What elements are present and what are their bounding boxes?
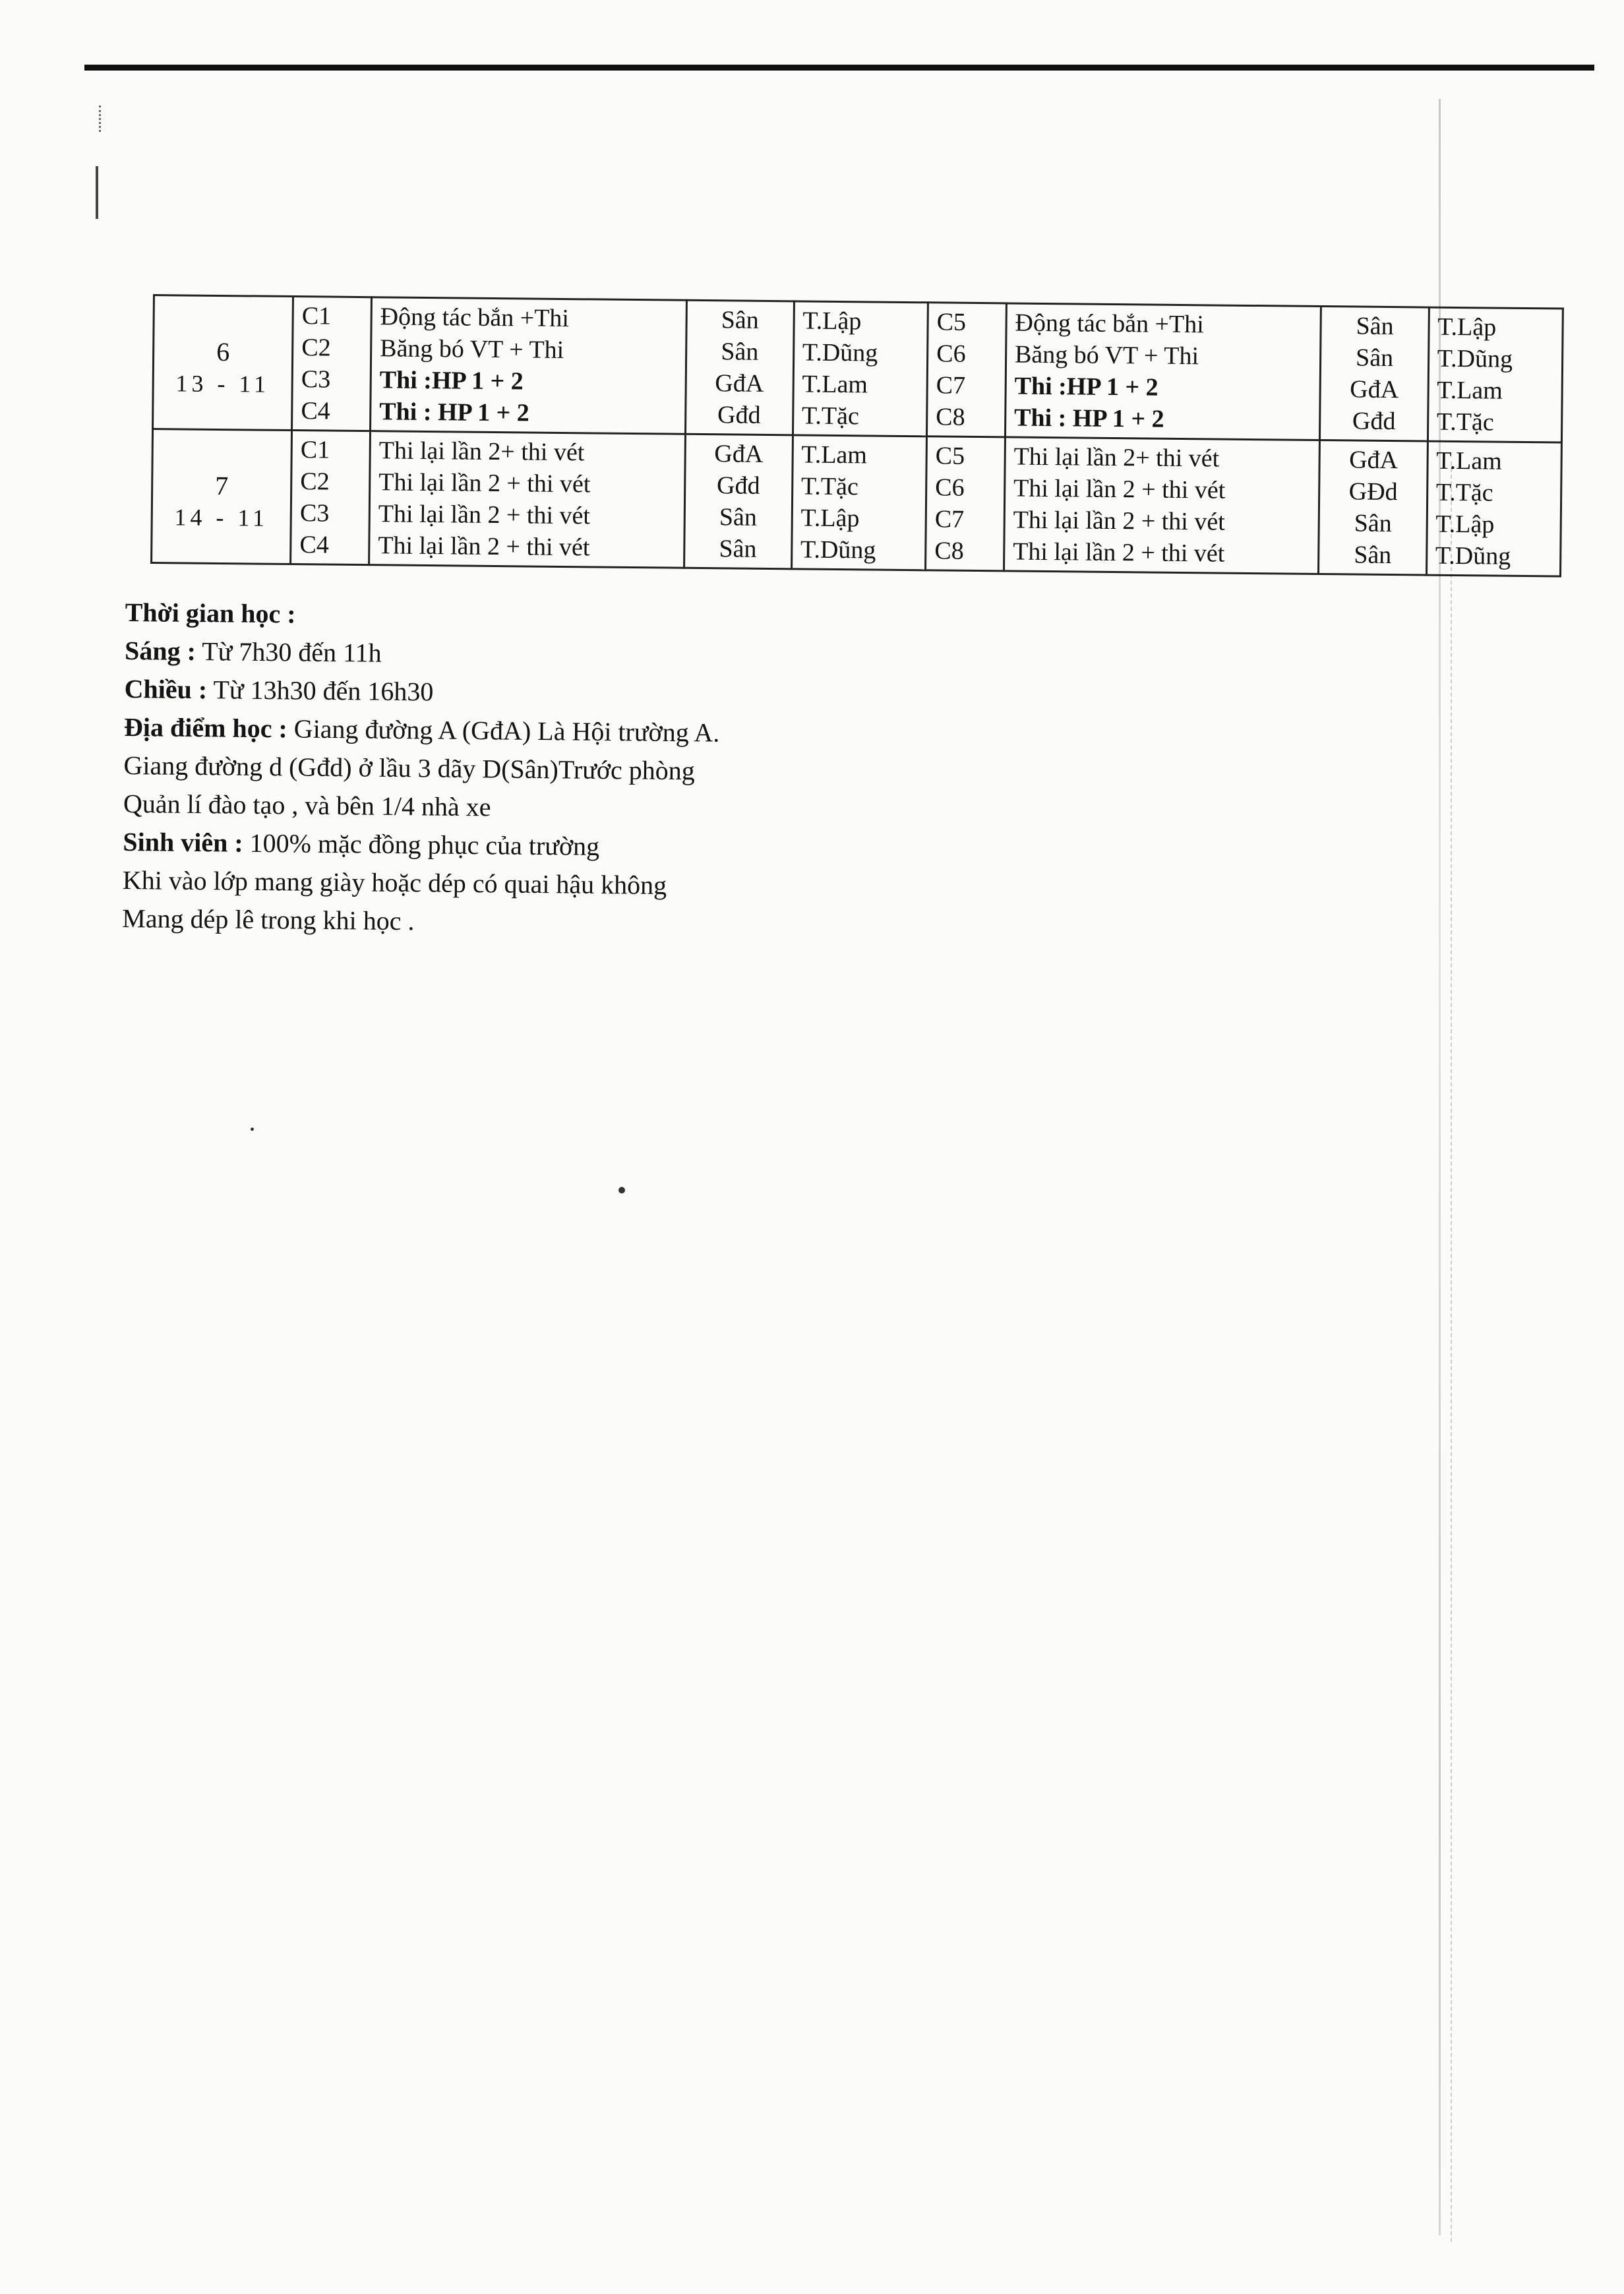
time-heading: Thời gian học : [125,597,296,629]
right-teachers-entry: T.Dũng [1435,541,1511,570]
right-rooms-entry: GđA [1349,446,1398,475]
morning-line [125,632,721,676]
right-rooms-entry: Sân [1355,344,1394,373]
left-rooms-entry: GđA [714,440,764,468]
right-teachers-cell [1428,307,1563,442]
right-groups-entry: C7 [934,505,965,533]
day-cell [152,429,292,564]
left-rooms-entry: GđA [715,369,764,398]
right-rooms-entry: Sân [1354,509,1392,538]
location-label: Địa điểm học : [123,711,288,744]
right-content-entry: Thi lại lần 2 + thi vét [1012,537,1225,568]
day-date: 13 - 11 [175,370,270,398]
left-groups-entry: C2 [300,468,330,496]
right-groups-cell [927,303,1007,437]
location-line-3: Quản lí đào tạo , và bên 1/4 nhà xe [123,788,491,822]
right-content-entry: Thi lại lần 2 + thi vét [1013,474,1226,504]
afternoon-label: Chiều : [124,673,208,705]
right-rooms-cell [1320,307,1429,442]
left-teachers-entry: T.Lập [800,504,860,533]
left-teachers-entry: T.Dũng [802,338,878,367]
left-groups-entry: C3 [299,499,330,528]
left-teachers-cell [793,301,928,437]
notes-section [122,593,721,944]
afternoon-line [124,670,720,714]
left-groups-cell [291,431,371,565]
right-groups-entry: C8 [934,537,964,565]
margin-mark [99,106,103,132]
day-number: 6 [216,336,230,367]
left-groups-entry: C3 [301,365,331,394]
right-rooms-entry: Gđd [1352,407,1396,436]
left-content-cell [371,297,686,435]
left-groups-entry: C4 [301,397,331,425]
right-rooms-entry: Sân [1354,541,1392,570]
day-cell [153,295,293,431]
right-content-entry: Thi :HP 1 + 2 [1014,372,1158,402]
right-groups-entry: C7 [936,371,966,400]
afternoon-value: Từ 13h30 đến 16h30 [213,675,434,707]
left-content-entry: Thi lại lần 2 + thi vét [378,500,591,530]
left-rooms-entry: Gđd [716,471,760,500]
left-teachers-entry: T.Dũng [800,535,876,564]
scan-edge [1451,462,1453,2242]
right-content-entry: Thi lại lần 2 + thi vét [1013,506,1225,536]
right-teachers-entry: T.Tặc [1436,407,1494,437]
student-line [123,823,719,867]
left-groups-entry: C1 [300,436,330,464]
left-teachers-entry: T.Tặc [800,472,859,501]
left-teachers-entry: T.Lam [802,370,868,399]
location-value: Giang đường A (GđA) Là Hội trường A. [293,713,720,748]
right-teachers-entry: T.Lập [1437,313,1497,342]
left-rooms-entry: Sân [719,503,758,531]
right-teachers-cell [1426,441,1561,576]
location-line [124,708,720,752]
left-content-cell [369,431,685,568]
margin-mark [96,166,98,219]
day-date: 14 - 11 [174,504,269,531]
right-groups-entry: C5 [936,308,967,336]
right-content-cell [1005,303,1321,440]
right-content-cell [1004,437,1319,574]
left-teachers-entry: T.Lam [801,440,868,469]
left-teachers-cell [791,435,926,570]
student-value: 100% mặc đồng phục của trường [249,828,600,861]
right-content-entry: Băng bó VT + Thi [1014,340,1199,371]
right-content-entry: Động tác bắn +Thi [1015,309,1205,339]
left-teachers-entry: T.Lập [802,307,862,336]
right-groups-entry: C6 [936,340,966,368]
scan-speck [251,1128,254,1131]
left-content-entry: Thi :HP 1 + 2 [379,366,524,396]
right-rooms-entry: Sân [1356,312,1394,341]
scan-speck [618,1187,625,1193]
left-content-entry: Băng bó VT + Thi [380,334,564,364]
right-teachers-entry: T.Lam [1436,446,1503,475]
right-rooms-cell [1319,440,1428,575]
right-rooms-entry: GĐd [1348,477,1398,506]
left-groups-entry: C4 [299,531,330,559]
table-row [153,295,1563,443]
schedule-body [152,295,1563,576]
student-line-2: Khi vào lớp mang giày hoặc dép có quai hậu không [122,864,667,900]
table-row [152,429,1562,577]
left-rooms-entry: Sân [719,535,757,563]
top-rule [84,65,1594,71]
left-rooms-entry: Sân [721,338,759,366]
student-label: Sinh viên : [123,826,243,858]
right-groups-entry: C6 [935,473,965,502]
day-number: 7 [215,470,229,501]
left-teachers-entry: T.Tặc [801,402,860,431]
left-content-entry: Thi lại lần 2 + thi vét [378,531,590,562]
left-groups-cell [292,297,372,431]
left-content-entry: Thi lại lần 2 + thi vét [378,468,591,498]
right-teachers-entry: T.Dũng [1437,344,1513,373]
left-rooms-entry: Sân [721,306,759,334]
schedule-table [150,294,1564,578]
left-rooms-cell [684,434,793,569]
right-content-entry: Thi : HP 1 + 2 [1013,404,1164,433]
morning-value: Từ 7h30 đến 11h [202,636,382,668]
left-content-entry: Thi lại lần 2+ thi vét [378,437,585,467]
right-groups-cell [926,437,1006,571]
right-groups-entry: C8 [936,403,965,431]
location-line-2: Giang đường d (Gđd) ở lầu 3 dãy D(Sân)Trước phòng [123,750,696,786]
right-teachers-entry: T.Tặc [1435,478,1493,507]
right-teachers-entry: T.Lập [1435,510,1495,539]
right-content-entry: Thi lại lần 2+ thi vét [1013,442,1220,473]
left-rooms-cell [685,300,794,435]
right-teachers-entry: T.Lam [1437,376,1503,405]
left-content-entry: Động tác bắn +Thi [380,303,570,333]
student-line-3: Mang dép lê trong khi học . [122,903,415,936]
left-content-entry: Thi : HP 1 + 2 [379,398,530,427]
morning-label: Sáng : [124,635,196,667]
left-groups-entry: C2 [301,334,331,362]
right-rooms-entry: GđA [1350,375,1399,404]
left-groups-entry: C1 [301,302,332,330]
right-groups-entry: C5 [935,442,965,470]
left-rooms-entry: Gđd [717,401,761,429]
